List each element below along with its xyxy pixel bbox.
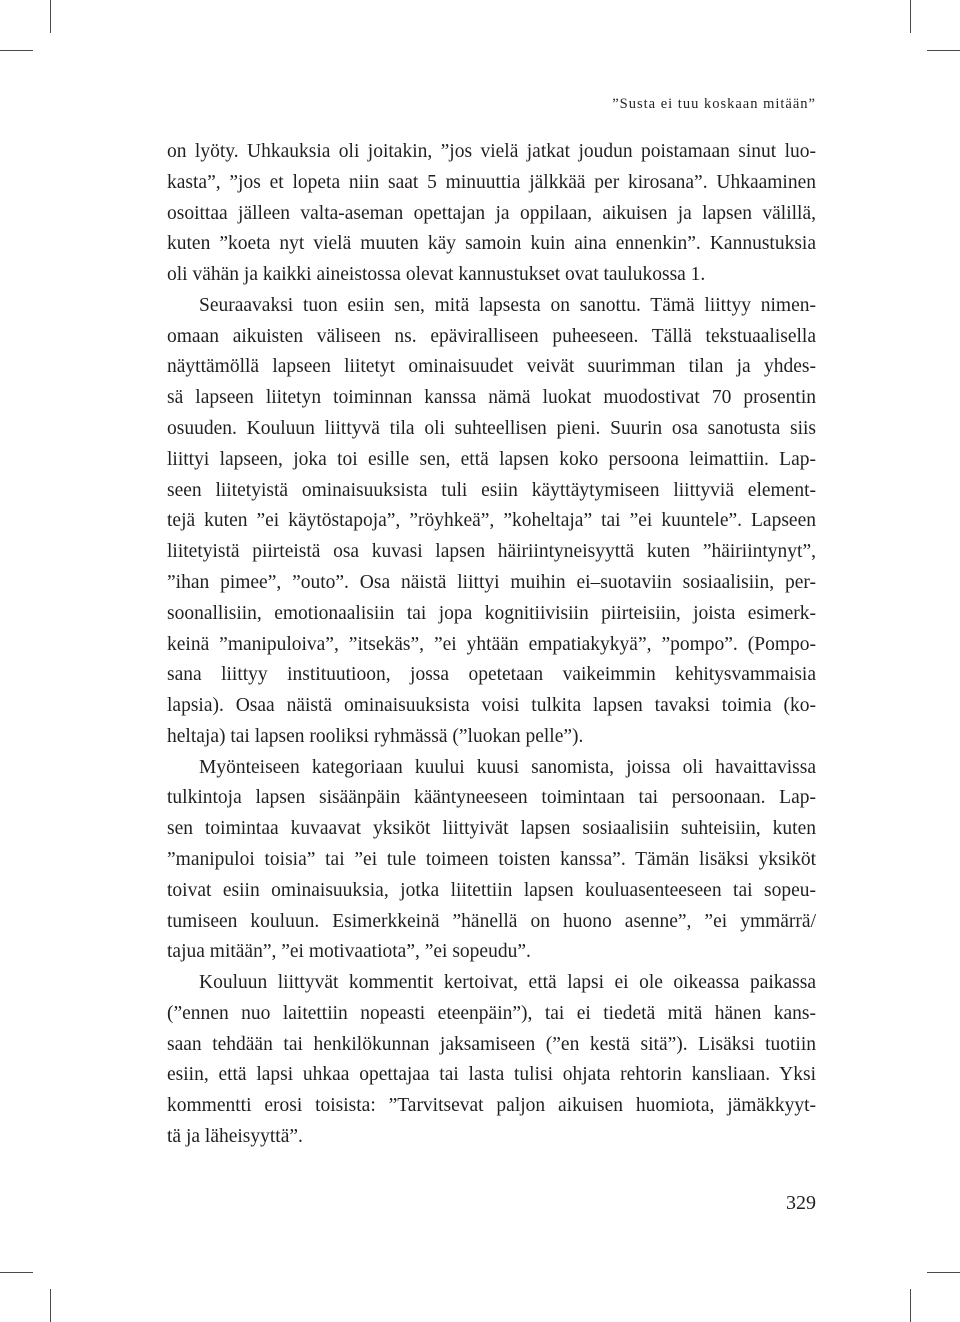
crop-mark bbox=[910, 0, 911, 33]
text-line: Myönteiseen kategoriaan kuului kuusi sanomista, joissa oli havaittavissa bbox=[199, 756, 816, 778]
paragraph bbox=[167, 137, 816, 291]
crop-mark bbox=[927, 50, 960, 51]
text-line: toivat esiin ominaisuuksia, jotka liitettiin lapsen kouluasenteeseen tai sopeu- bbox=[167, 879, 816, 901]
text-line: ”manipuloi toisia” tai ”ei tule toimeen toisten kanssa”. Tämän lisäksi yksiköt bbox=[167, 848, 816, 870]
crop-mark bbox=[927, 1272, 960, 1273]
text-line: heltaja) tai lapsen rooliksi ryhmässä (”luokan pelle”). bbox=[167, 725, 584, 747]
crop-mark bbox=[910, 1289, 911, 1322]
text-line: tä ja läheisyyttä”. bbox=[167, 1126, 303, 1147]
crop-mark bbox=[50, 0, 51, 33]
text-line: (”ennen nuo laitettiin nopeasti eteenpäin”), tai ei tiedetä mitä hänen kans- bbox=[167, 1002, 816, 1024]
text-line: kuten ”koeta nyt vielä muuten käy samoin kuin aina ennenkin”. Kannustuksia bbox=[167, 233, 816, 255]
text-line: tulkintoja lapsen sisäänpäin kääntyneeseen toimintaan tai persoonaan. Lap- bbox=[167, 787, 816, 809]
crop-mark bbox=[0, 1272, 33, 1273]
text-line: on lyöty. Uhkauksia oli joitakin, ”jos vielä jatkat joudun poistamaan sinut luo- bbox=[167, 141, 816, 162]
text-line: tejä kuten ”ei käytöstapoja”, ”röyhkeä”, ”koheltaja” tai ”ei kuuntele”. Lapseen bbox=[167, 510, 816, 532]
crop-mark bbox=[50, 1289, 51, 1322]
text-line: kasta”, ”jos et lopeta niin saat 5 minuuttia jälkkää per kirosana”. Uhkaaminen bbox=[167, 171, 816, 193]
paragraph bbox=[167, 753, 816, 968]
paragraph bbox=[167, 968, 816, 1153]
crop-mark bbox=[0, 50, 33, 51]
text-line: ”ihan pimee”, ”outo”. Osa näistä liittyi muihin ei–suotaviin sosiaalisiin, per- bbox=[167, 571, 816, 593]
paragraph bbox=[167, 291, 816, 753]
text-line: kommentti erosi toisista: ”Tarvitsevat paljon aikuisen huomiota, jämäkkyyt- bbox=[167, 1095, 816, 1117]
text-line: lapsia). Osaa näistä ominaisuuksista voisi tulkita lapsen tavaksi toimia (ko- bbox=[167, 695, 816, 717]
page-number: 329 bbox=[786, 1192, 816, 1214]
text-line: sä lapseen liitetyn toiminnan kanssa nämä luokat muodostivat 70 prosentin bbox=[167, 387, 816, 409]
text-line: seen liitetyistä ominaisuuksista tuli esiin käyttäytymiseen liittyviä element- bbox=[167, 479, 816, 501]
text-line: Seuraavaksi tuon esiin sen, mitä lapsesta on sanottu. Tämä liittyy nimen- bbox=[199, 294, 816, 316]
text-line: omaan aikuisten väliseen ns. epäviralliseen puheeseen. Tällä tekstuaalisella bbox=[167, 325, 816, 347]
text-line: tajua mitään”, ”ei motivaatiota”, ”ei sopeudu”. bbox=[167, 941, 531, 963]
text-line: sana liittyy instituutioon, jossa opetetaan vaikeimmin kehitysvammaisia bbox=[167, 664, 816, 686]
text-line: tumiseen kouluun. Esimerkkeinä ”hänellä on huono asenne”, ”ei ymmärrä/ bbox=[167, 910, 816, 932]
text-line: esiin, että lapsi uhkaa opettajaa tai lasta tulisi ohjata rehtorin kansliaan. Yksi bbox=[167, 1064, 816, 1086]
running-head: ”Susta ei tuu koskaan mitään” bbox=[612, 96, 816, 112]
text-line: osoittaa jälleen valta-aseman opettajan ja oppilaan, aikuisen ja lapsen välillä, bbox=[167, 202, 816, 224]
text-line: liitetyistä piirteistä osa kuvasi lapsen häiriintyneisyyttä kuten ”häiriintynyt”, bbox=[167, 541, 816, 563]
text-line: Kouluun liittyvät kommentit kertoivat, että lapsi ei ole oikeassa paikassa bbox=[199, 972, 816, 994]
text-line: saan tehdään tai henkilökunnan jaksamiseen (”en kestä sitä”). Lisäksi tuotiin bbox=[167, 1033, 816, 1055]
text-line: soonallisiin, emotionaalisiin tai jopa kognitiivisiin piirteisiin, joista esimerk- bbox=[167, 602, 816, 624]
text-line: sen toimintaa kuvaavat yksiköt liittyivät lapsen sosiaalisiin suhteisiin, kuten bbox=[167, 818, 816, 840]
text-line: liittyi lapseen, joka toi esille sen, että lapsen koko persoona leimattiin. Lap- bbox=[167, 448, 816, 470]
text-line: näyttämöllä lapseen liitetyt ominaisuudet veivät suurimman tilan ja yhdes- bbox=[167, 356, 816, 378]
text-line: osuuden. Kouluun liittyvä tila oli suhteellisen pieni. Suurin osa sanotusta siis bbox=[167, 418, 816, 440]
body-text bbox=[167, 137, 816, 1153]
text-line: oli vähän ja kaikki aineistossa olevat kannustukset ovat taulukossa 1. bbox=[167, 264, 706, 286]
text-line: keinä ”manipuloiva”, ”itsekäs”, ”ei yhtään empatiakykyä”, ”pompo”. (Pompo- bbox=[167, 633, 816, 655]
